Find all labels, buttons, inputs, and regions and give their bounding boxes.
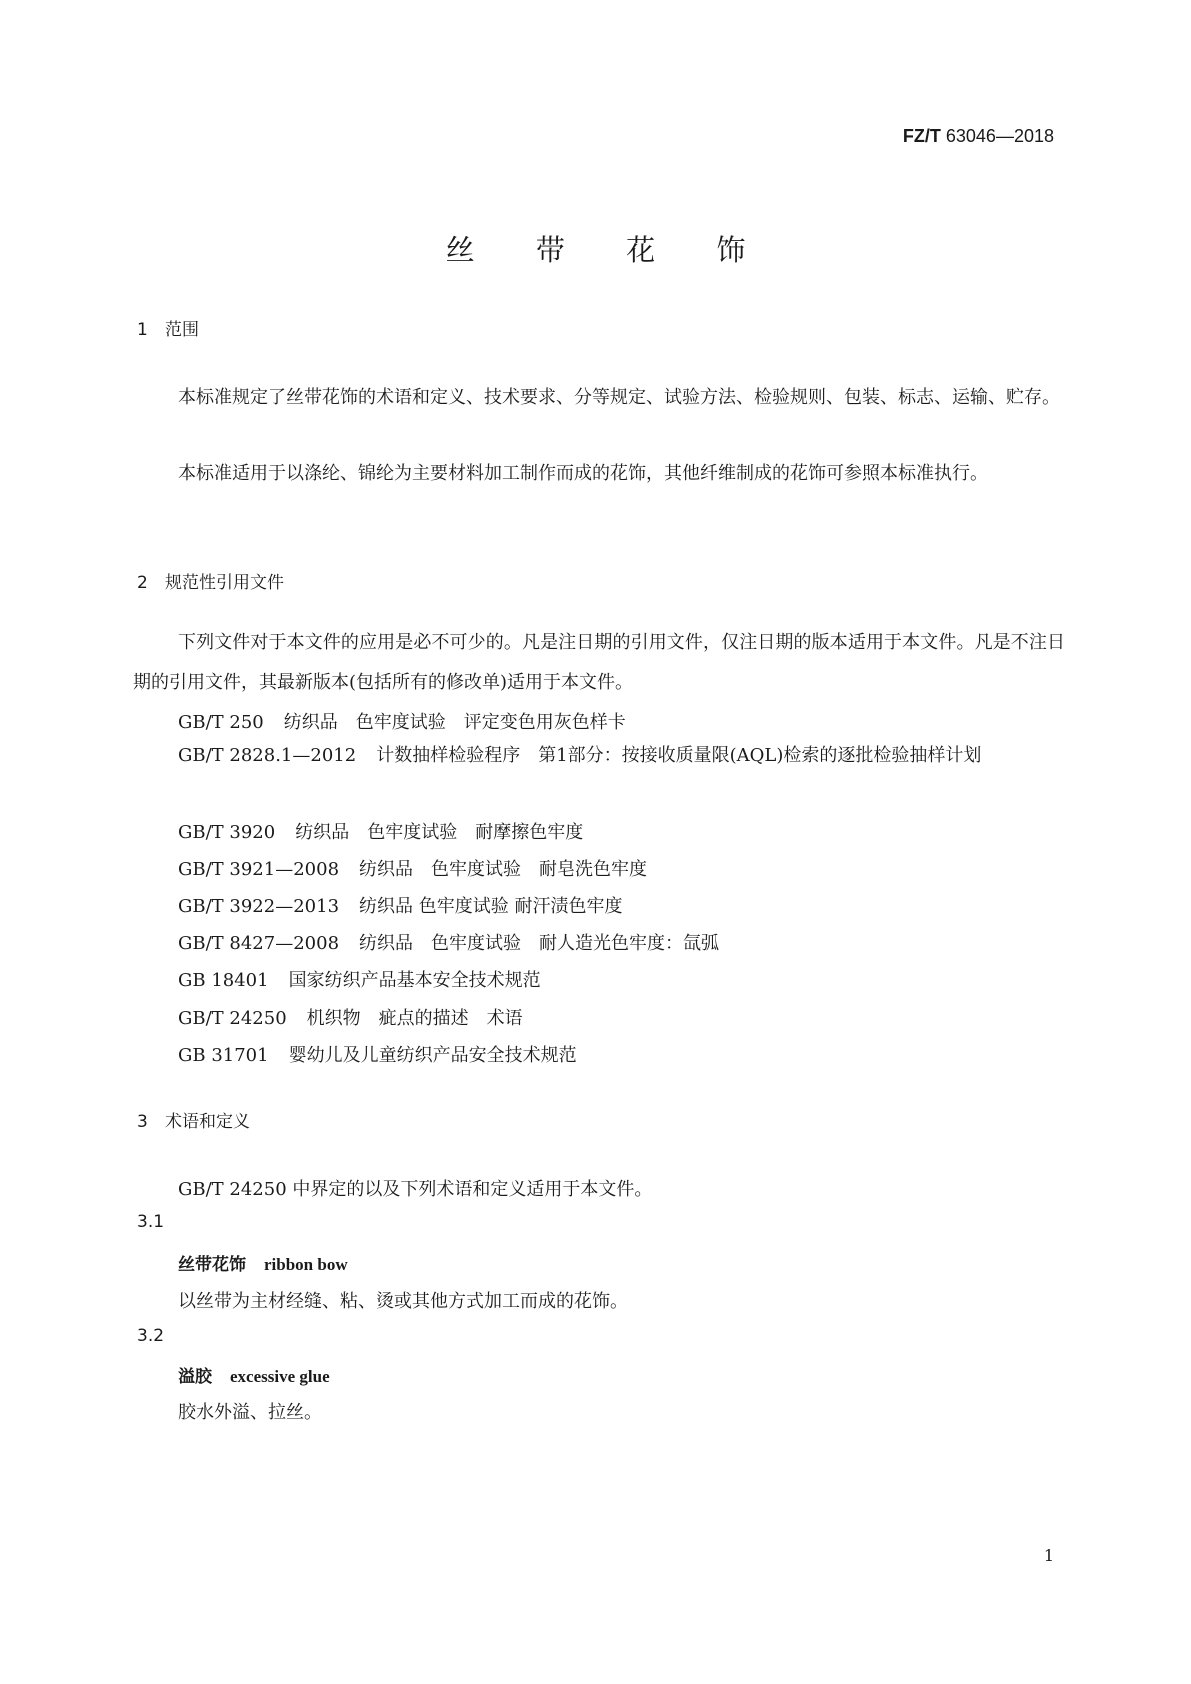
terms-intro: GB/T 24250 中界定的以及下列术语和定义适用于本文件。	[178, 1179, 653, 1200]
reference-item	[178, 708, 626, 734]
reference-code: GB/T 250	[178, 712, 264, 733]
term-heading	[178, 1250, 348, 1275]
document-title: 丝 带 花 饰	[445, 233, 772, 267]
standard-prefix: FZ/T	[902, 126, 941, 146]
section-title: 规范性引用文件	[165, 573, 284, 593]
scope-paragraph-1: 本标准规定了丝带花饰的术语和定义、技术要求、分等规定、试验方法、检验规则、包装、标志、运输、贮存。	[178, 387, 1060, 408]
section-title: 范围	[165, 320, 199, 340]
term-en: ribbon bow	[264, 1255, 348, 1274]
standard-code	[903, 126, 1054, 147]
normative-intro: 下列文件对于本文件的应用是必不可少的。凡是注日期的引用文件，仅注日期的版本适用于本文件。凡是不注日期的引用文件，其最新版本(包括所有的修改单)适用于本文件。	[133, 632, 1065, 693]
section-number: 1	[137, 320, 148, 340]
standard-number: 63046—2018	[945, 126, 1054, 146]
reference-title: 计数抽样检验程序 第1部分：按接收质量限(AQL)检索的逐批检验抽样计划	[376, 745, 982, 766]
reference-title: 国家纺织产品基本安全技术规范	[288, 970, 541, 991]
reference-item	[178, 1004, 523, 1030]
reference-item	[178, 892, 622, 918]
reference-code: GB/T 2828.1—2012	[178, 745, 357, 766]
term-number: 3.1	[137, 1212, 165, 1232]
reference-title: 机织物 疵点的描述 术语	[306, 1008, 523, 1029]
term-number: 3.2	[137, 1326, 165, 1346]
term-zh: 溢胶	[178, 1367, 212, 1387]
scope-paragraph-2: 本标准适用于以涤纶、锦纶为主要材料加工制作而成的花饰，其他纤维制成的花饰可参照本标准执行。	[178, 463, 988, 484]
reference-item	[178, 818, 583, 844]
term-heading	[178, 1362, 330, 1387]
reference-code: GB 31701	[178, 1045, 269, 1066]
reference-code: GB 18401	[178, 970, 269, 991]
page-number: 1	[1043, 1546, 1054, 1565]
reference-code: GB/T 8427—2008	[178, 933, 340, 954]
reference-item	[178, 855, 647, 881]
reference-code: GB/T 3920	[178, 822, 276, 843]
reference-code: GB/T 3922—2013	[178, 896, 340, 917]
section-title: 术语和定义	[165, 1112, 250, 1132]
term-zh: 丝带花饰	[178, 1255, 246, 1275]
reference-title: 婴幼儿及儿童纺织产品安全技术规范	[288, 1045, 577, 1066]
reference-item	[178, 966, 541, 992]
section-heading-normative	[137, 568, 284, 593]
term-definition: 胶水外溢、拉丝。	[178, 1402, 322, 1423]
reference-item	[178, 1041, 577, 1067]
term-en: excessive glue	[230, 1367, 330, 1386]
term-definition: 以丝带为主材经缝、粘、烫或其他方式加工而成的花饰。	[178, 1291, 628, 1312]
section-heading-scope	[137, 315, 199, 340]
reference-item	[178, 929, 719, 955]
reference-title: 纺织品 色牢度试验 耐皂洗色牢度	[359, 859, 648, 880]
reference-title: 纺织品 色牢度试验 耐人造光色牢度：氙弧	[359, 933, 720, 954]
reference-title: 纺织品 色牢度试验 耐汗渍色牢度	[359, 896, 623, 917]
reference-code: GB/T 3921—2008	[178, 859, 340, 880]
reference-item	[133, 736, 1065, 776]
reference-title: 纺织品 色牢度试验 耐摩擦色牢度	[295, 822, 584, 843]
reference-title: 纺织品 色牢度试验 评定变色用灰色样卡	[283, 712, 626, 733]
reference-code: GB/T 24250	[178, 1008, 287, 1029]
section-number: 3	[137, 1112, 148, 1132]
section-heading-terms	[137, 1107, 250, 1132]
section-number: 2	[137, 573, 148, 593]
